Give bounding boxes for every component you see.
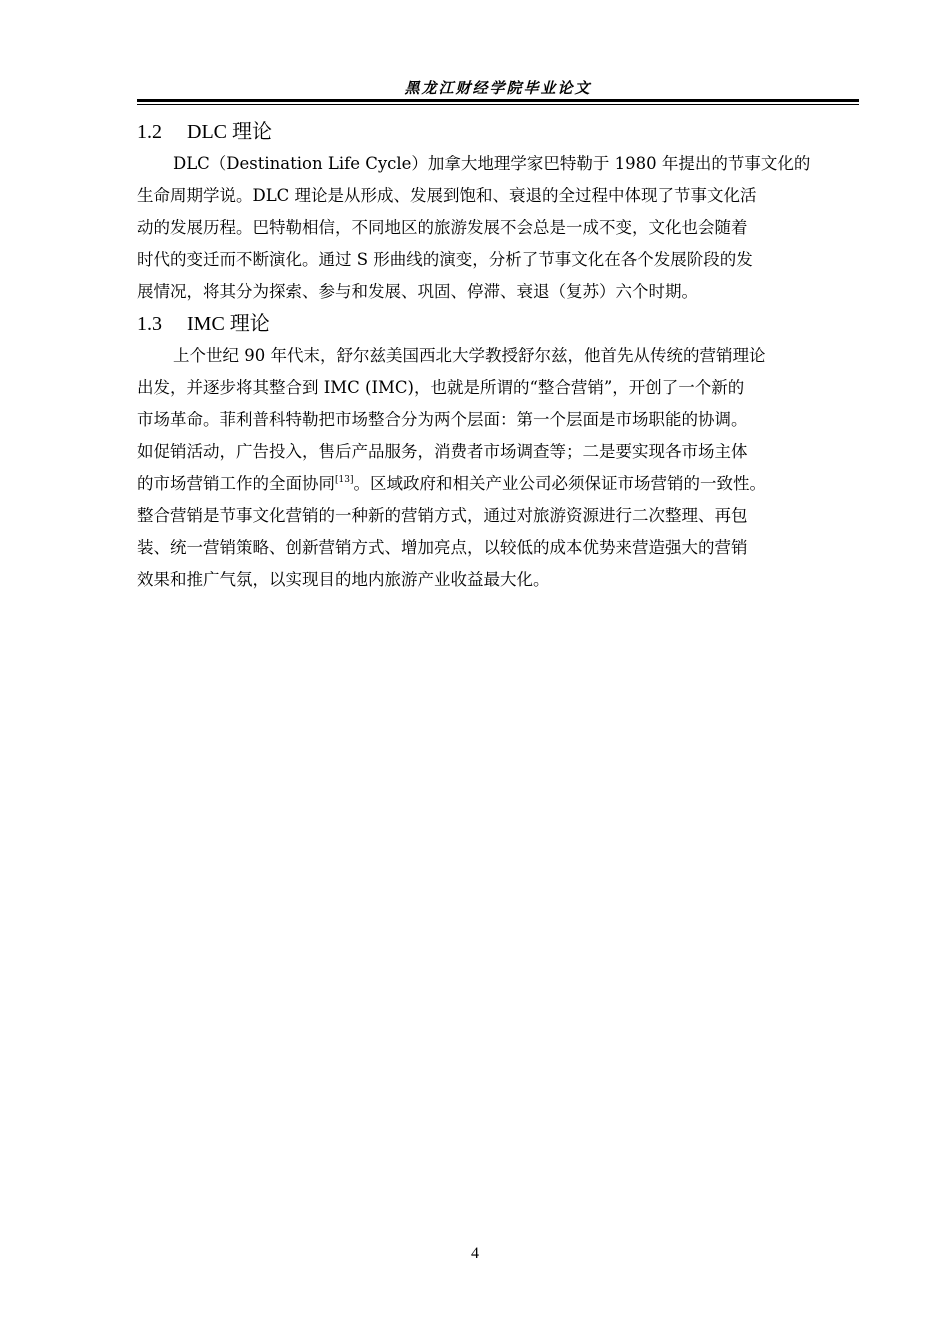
section-title: IMC 理论 (187, 313, 270, 335)
text-line: 展情况，将其分为探索、参与和发展、巩固、停滞、衰退（复苏）六个时期。 (137, 282, 698, 301)
text-line: 时代的变迁而不断演化。通过 S 形曲线的演变，分析了节事文化在各个发展阶段的发 (137, 250, 753, 269)
text-line: 市场革命。菲利普科特勒把市场整合分为两个层面：第一个层面是市场职能的协调。 (137, 410, 748, 429)
text-line: DLC（Destination Life Cycle）加拿大地理学家巴特勒于 1980 年提出的节事文化的 (173, 154, 811, 173)
text-segment: 。区域政府和相关产业公司必须保证市场营销的一致性。 (353, 474, 766, 493)
header-rule-thick (137, 99, 859, 102)
text-line: 出发，并逐步将其整合到 IMC (IMC)，也就是所谓的“整合营销”，开创了一个新的 (137, 378, 745, 397)
section-number: 1.2 (137, 121, 162, 143)
text-line: 生命周期学说。DLC 理论是从形成、发展到饱和、衰退的全过程中体现了节事文化活 (137, 186, 757, 205)
text-line: 动的发展历程。巴特勒相信，不同地区的旅游发展不会总是一成不变，文化也会随着 (137, 218, 748, 237)
page-number: 4 (471, 1245, 479, 1262)
section-title: DLC 理论 (187, 121, 272, 143)
text-line: 整合营销是节事文化营销的一种新的营销方式，通过对旅游资源进行二次整理、再包 (137, 506, 748, 525)
citation-reference[interactable]: [13] (335, 475, 354, 485)
paragraph-imc (137, 340, 859, 596)
section-heading-1-3 (137, 308, 859, 340)
section-number: 1.3 (137, 313, 162, 335)
paragraph-dlc (137, 148, 859, 308)
running-header: 黑龙江财经学院毕业论文 (404, 79, 592, 97)
page-body (137, 116, 859, 596)
text-segment: 的市场营销工作的全面协同 (137, 474, 335, 493)
section-heading-1-2 (137, 116, 859, 148)
header-rule-thin (137, 104, 859, 105)
text-line: 效果和推广气氛，以实现目的地内旅游产业收益最大化。 (137, 570, 550, 589)
text-line-with-citation (137, 468, 859, 500)
text-line: 如促销活动，广告投入，售后产品服务，消费者市场调查等；二是要实现各市场主体 (137, 442, 748, 461)
text-line: 装、统一营销策略、创新营销方式、增加亮点，以较低的成本优势来营造强大的营销 (137, 538, 748, 557)
text-line: 上个世纪 90 年代末，舒尔兹美国西北大学教授舒尔兹，他首先从传统的营销理论 (173, 346, 766, 365)
